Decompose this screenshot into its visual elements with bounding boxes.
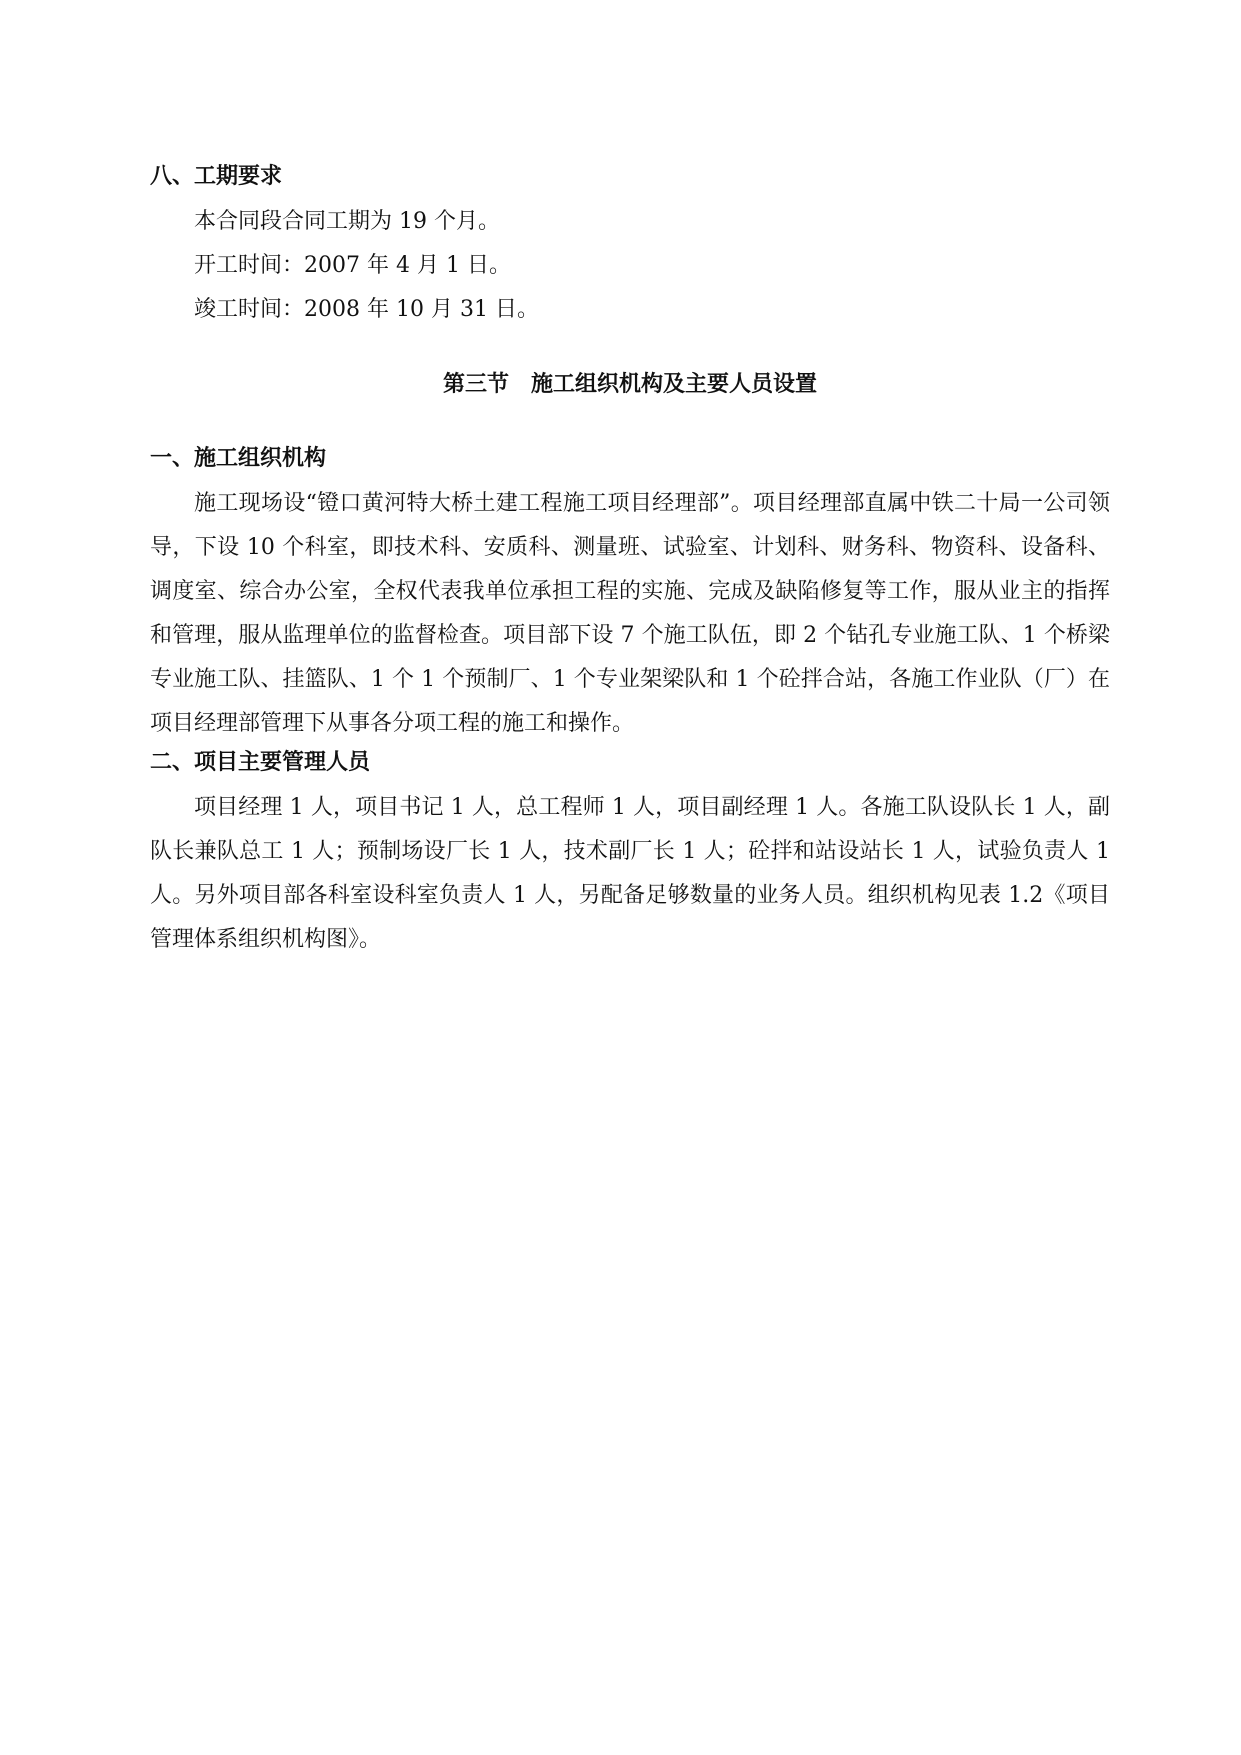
heading-organization: 一、施工组织机构 <box>150 446 327 471</box>
chapter-title: 第三节 施工组织机构及主要人员设置 <box>442 372 817 397</box>
spacer <box>150 332 1110 368</box>
schedule-duration-line: 本合同段合同工期为 19 个月。 <box>194 209 500 234</box>
spacer <box>150 402 1110 442</box>
document-content <box>150 160 1110 962</box>
heading-schedule-requirements: 八、工期要求 <box>150 164 283 189</box>
heading-key-personnel: 二、项目主要管理人员 <box>150 750 371 775</box>
schedule-start-line: 开工时间：2007 年 4 月 1 日。 <box>194 253 511 278</box>
key-personnel-paragraph: 项目经理 1 人，项目书记 1 人，总工程师 1 人，项目副经理 1 人。各施工队设队长 1 人，副队长兼队总工 1 人；预制场设厂长 1 人，技术副厂长 1 人；砼拌和站设站长 1 人，试验负责人 1 人。另外项目部各科室设科室负责人 1 人，另配备足够数量的业务人员。组织机构见表 1.2《项目管理体系组织机构图》。 <box>150 795 1110 952</box>
organization-paragraph: 施工现场设“镫口黄河特大桥土建工程施工项目经理部”。项目经理部直属中铁二十局一公司领导，下设 10 个科室，即技术科、安质科、测量班、试验室、计划科、财务科、物资科、设备科、调度室、综合办公室，全权代表我单位承担工程的实施、完成及缺陷修复等工作，服从业主的指挥和管理，服从监理单位的监督检查。项目部下设 7 个施工队伍，即 2 个钻孔专业施工队、1 个桥梁专业施工队、挂篮队、1 个 1 个预制厂、1 个专业架梁队和 1 个砼拌合站，各施工作业队（厂）在项目经理部管理下从事各分项工程的施工和操作。 <box>150 491 1110 736</box>
schedule-end-line: 竣工时间：2008 年 10 月 31 日。 <box>194 297 539 322</box>
